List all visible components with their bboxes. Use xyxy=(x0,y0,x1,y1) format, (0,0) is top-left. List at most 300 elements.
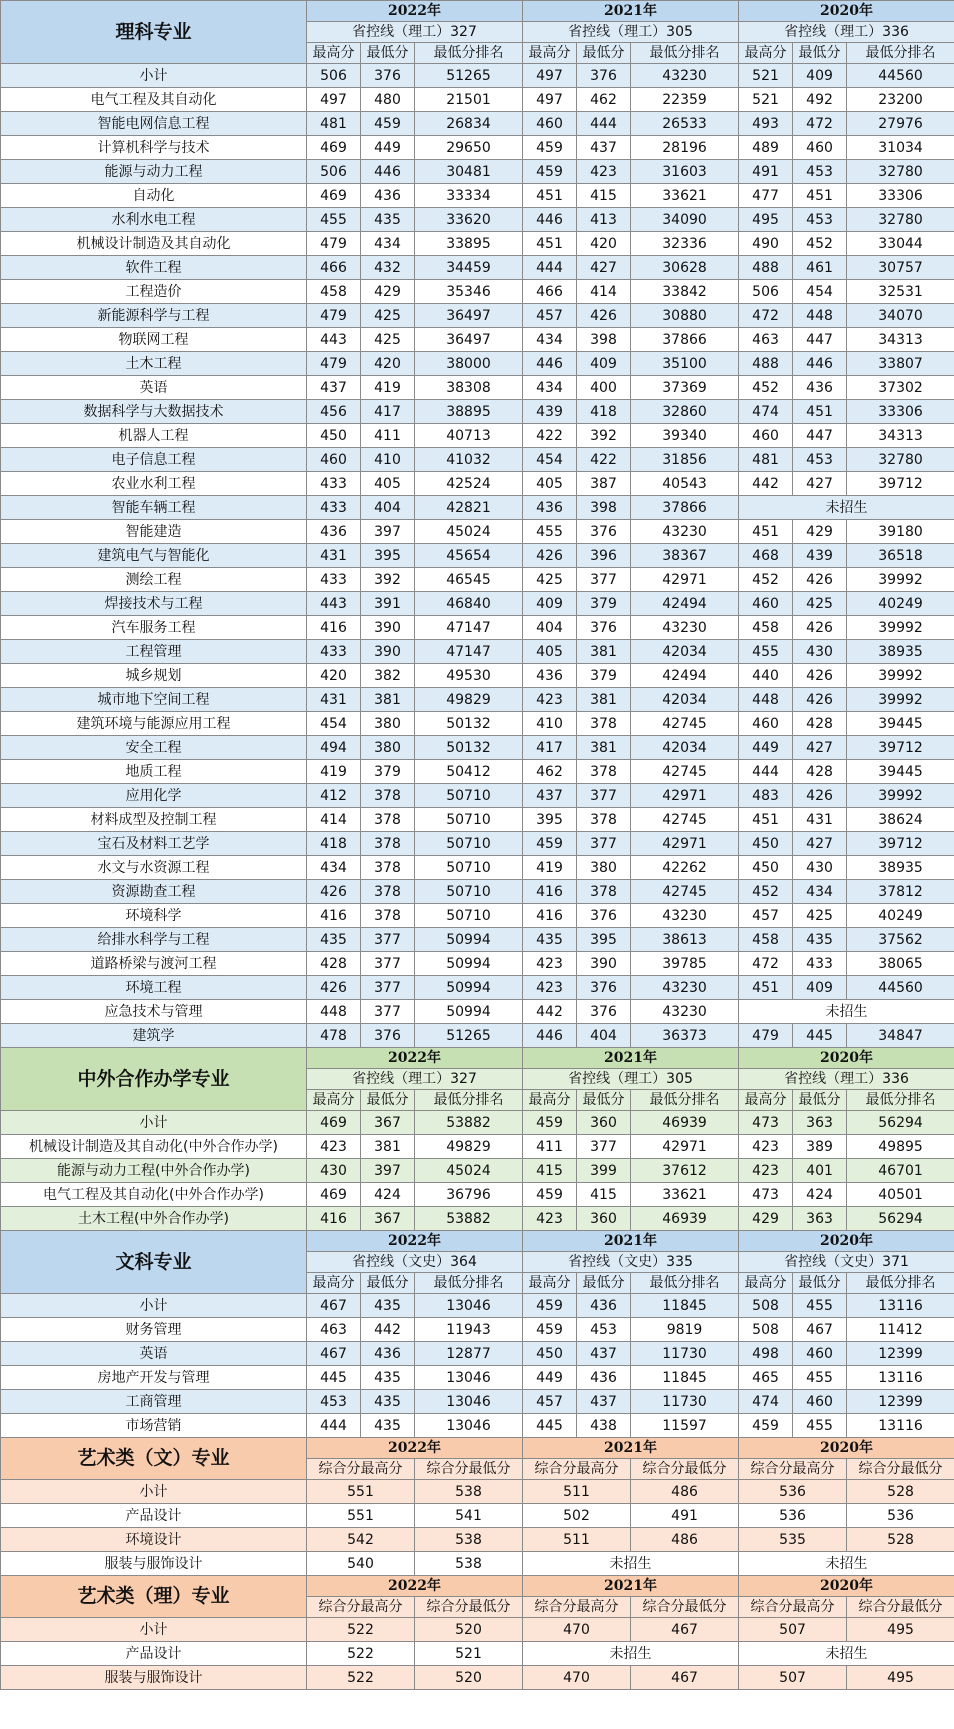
min-score-cell: 428 xyxy=(793,760,847,784)
control-line: 省控线（文史）371 xyxy=(739,1252,954,1273)
column-header: 综合分最低分 xyxy=(415,1597,523,1618)
max-score-cell: 416 xyxy=(523,904,577,928)
min-rank-cell: 38613 xyxy=(631,928,739,952)
min-rank-cell: 31856 xyxy=(631,448,739,472)
max-score-cell: 452 xyxy=(739,376,793,400)
min-rank-cell: 53882 xyxy=(415,1111,523,1135)
min-score-cell: 379 xyxy=(361,760,415,784)
min-rank-cell: 11730 xyxy=(631,1390,739,1414)
min-rank-cell: 32531 xyxy=(847,280,954,304)
max-score-cell: 437 xyxy=(523,784,577,808)
min-score-cell: 378 xyxy=(577,880,631,904)
composite-max-cell: 507 xyxy=(739,1618,847,1642)
min-score-cell: 397 xyxy=(361,520,415,544)
table-row xyxy=(1,1135,954,1159)
table-row xyxy=(1,328,954,352)
major-name: 英语 xyxy=(1,1342,307,1366)
min-rank-cell: 42971 xyxy=(631,832,739,856)
max-score-cell: 474 xyxy=(739,1390,793,1414)
composite-max-cell: 507 xyxy=(739,1666,847,1690)
min-score-cell: 428 xyxy=(793,712,847,736)
max-score-cell: 423 xyxy=(739,1135,793,1159)
min-rank-cell: 36497 xyxy=(415,328,523,352)
composite-max-cell: 536 xyxy=(739,1504,847,1528)
year-header: 2022年 xyxy=(307,1231,523,1252)
max-score-cell: 425 xyxy=(523,568,577,592)
min-score-cell: 449 xyxy=(361,136,415,160)
min-rank-cell: 35100 xyxy=(631,352,739,376)
max-score-cell: 434 xyxy=(523,328,577,352)
min-rank-cell: 49530 xyxy=(415,664,523,688)
min-score-cell: 363 xyxy=(793,1111,847,1135)
min-rank-cell: 9819 xyxy=(631,1318,739,1342)
table-row xyxy=(1,1390,954,1414)
min-score-cell: 376 xyxy=(577,904,631,928)
min-score-cell: 379 xyxy=(577,592,631,616)
min-rank-cell: 50710 xyxy=(415,856,523,880)
min-score-cell: 435 xyxy=(793,928,847,952)
table-row xyxy=(1,1024,954,1048)
min-rank-cell: 51265 xyxy=(415,64,523,88)
max-score-cell: 435 xyxy=(523,928,577,952)
max-score-cell: 472 xyxy=(739,304,793,328)
min-score-cell: 430 xyxy=(793,640,847,664)
max-score-cell: 457 xyxy=(739,904,793,928)
major-name: 城市地下空间工程 xyxy=(1,688,307,712)
max-score-cell: 449 xyxy=(739,736,793,760)
min-rank-cell: 43230 xyxy=(631,616,739,640)
min-rank-cell: 39712 xyxy=(847,736,954,760)
max-score-cell: 497 xyxy=(523,64,577,88)
min-rank-cell: 37302 xyxy=(847,376,954,400)
min-rank-cell: 39445 xyxy=(847,760,954,784)
min-score-cell: 453 xyxy=(793,448,847,472)
max-score-cell: 455 xyxy=(523,520,577,544)
column-header: 最高分 xyxy=(739,1273,793,1294)
major-name: 机械设计制造及其自动化(中外合作办学) xyxy=(1,1135,307,1159)
max-score-cell: 445 xyxy=(523,1414,577,1438)
min-rank-cell: 21501 xyxy=(415,88,523,112)
max-score-cell: 439 xyxy=(523,400,577,424)
max-score-cell: 460 xyxy=(739,712,793,736)
min-score-cell: 426 xyxy=(793,688,847,712)
column-header: 最高分 xyxy=(307,1273,361,1294)
table-row xyxy=(1,280,954,304)
max-score-cell: 457 xyxy=(523,1390,577,1414)
min-score-cell: 380 xyxy=(361,712,415,736)
min-score-cell: 381 xyxy=(361,688,415,712)
min-score-cell: 395 xyxy=(577,928,631,952)
min-score-cell: 426 xyxy=(793,616,847,640)
column-header: 最高分 xyxy=(307,1090,361,1111)
min-score-cell: 390 xyxy=(577,952,631,976)
min-rank-cell: 46545 xyxy=(415,568,523,592)
major-name: 能源与动力工程(中外合作办学) xyxy=(1,1159,307,1183)
min-score-cell: 409 xyxy=(793,64,847,88)
min-rank-cell: 46840 xyxy=(415,592,523,616)
min-rank-cell: 31034 xyxy=(847,136,954,160)
column-header: 最低分排名 xyxy=(631,1273,739,1294)
min-score-cell: 447 xyxy=(793,328,847,352)
min-rank-cell: 35346 xyxy=(415,280,523,304)
min-rank-cell: 34070 xyxy=(847,304,954,328)
control-line: 省控线（理工）327 xyxy=(307,22,523,43)
column-header: 最低分 xyxy=(793,43,847,64)
max-score-cell: 459 xyxy=(523,1183,577,1207)
section-header-row xyxy=(1,1576,954,1597)
min-score-cell: 426 xyxy=(577,304,631,328)
min-score-cell: 433 xyxy=(793,952,847,976)
column-header: 最低分排名 xyxy=(847,43,954,64)
max-score-cell: 444 xyxy=(523,256,577,280)
major-name: 建筑学 xyxy=(1,1024,307,1048)
min-rank-cell: 11845 xyxy=(631,1294,739,1318)
major-name: 机械设计制造及其自动化 xyxy=(1,232,307,256)
min-score-cell: 455 xyxy=(793,1294,847,1318)
min-rank-cell: 13116 xyxy=(847,1294,954,1318)
control-line: 省控线（理工）336 xyxy=(739,22,954,43)
max-score-cell: 415 xyxy=(523,1159,577,1183)
min-rank-cell: 30757 xyxy=(847,256,954,280)
min-rank-cell: 43230 xyxy=(631,64,739,88)
table-row xyxy=(1,472,954,496)
major-name: 数据科学与大数据技术 xyxy=(1,400,307,424)
composite-max-cell: 502 xyxy=(523,1504,631,1528)
max-score-cell: 426 xyxy=(307,976,361,1000)
major-name: 产品设计 xyxy=(1,1642,307,1666)
min-rank-cell: 50132 xyxy=(415,736,523,760)
min-rank-cell: 42494 xyxy=(631,664,739,688)
min-score-cell: 462 xyxy=(577,88,631,112)
min-score-cell: 451 xyxy=(793,184,847,208)
major-name: 计算机科学与技术 xyxy=(1,136,307,160)
min-score-cell: 434 xyxy=(361,232,415,256)
column-header: 综合分最高分 xyxy=(307,1459,415,1480)
min-rank-cell: 34313 xyxy=(847,328,954,352)
min-rank-cell: 53882 xyxy=(415,1207,523,1231)
max-score-cell: 469 xyxy=(307,184,361,208)
table-row xyxy=(1,496,954,520)
min-rank-cell: 42745 xyxy=(631,712,739,736)
min-score-cell: 399 xyxy=(577,1159,631,1183)
composite-min-cell: 467 xyxy=(631,1618,739,1642)
min-score-cell: 380 xyxy=(361,736,415,760)
max-score-cell: 467 xyxy=(307,1342,361,1366)
major-name: 资源勘查工程 xyxy=(1,880,307,904)
max-score-cell: 404 xyxy=(523,616,577,640)
min-rank-cell: 33044 xyxy=(847,232,954,256)
min-rank-cell: 13046 xyxy=(415,1390,523,1414)
major-name: 市场营销 xyxy=(1,1414,307,1438)
min-score-cell: 415 xyxy=(577,1183,631,1207)
max-score-cell: 423 xyxy=(307,1135,361,1159)
max-score-cell: 489 xyxy=(739,136,793,160)
max-score-cell: 469 xyxy=(307,136,361,160)
major-name: 电气工程及其自动化 xyxy=(1,88,307,112)
min-score-cell: 377 xyxy=(577,1135,631,1159)
max-score-cell: 481 xyxy=(307,112,361,136)
max-score-cell: 454 xyxy=(523,448,577,472)
min-rank-cell: 40249 xyxy=(847,592,954,616)
min-rank-cell: 37612 xyxy=(631,1159,739,1183)
max-score-cell: 416 xyxy=(307,616,361,640)
table-row xyxy=(1,880,954,904)
min-score-cell: 436 xyxy=(793,376,847,400)
min-score-cell: 378 xyxy=(361,880,415,904)
max-score-cell: 449 xyxy=(523,1366,577,1390)
min-rank-cell: 41032 xyxy=(415,448,523,472)
major-name: 机器人工程 xyxy=(1,424,307,448)
year-header: 2020年 xyxy=(739,1576,954,1597)
min-score-cell: 425 xyxy=(793,904,847,928)
min-score-cell: 377 xyxy=(361,928,415,952)
major-name: 软件工程 xyxy=(1,256,307,280)
table-row xyxy=(1,592,954,616)
table-row xyxy=(1,424,954,448)
max-score-cell: 479 xyxy=(307,352,361,376)
min-rank-cell: 34847 xyxy=(847,1024,954,1048)
max-score-cell: 463 xyxy=(307,1318,361,1342)
min-score-cell: 376 xyxy=(361,1024,415,1048)
composite-min-cell: 495 xyxy=(847,1618,954,1642)
max-score-cell: 446 xyxy=(523,1024,577,1048)
max-score-cell: 508 xyxy=(739,1318,793,1342)
year-header: 2021年 xyxy=(523,1048,739,1069)
major-name: 汽车服务工程 xyxy=(1,616,307,640)
min-rank-cell: 45024 xyxy=(415,1159,523,1183)
min-rank-cell: 33620 xyxy=(415,208,523,232)
max-score-cell: 431 xyxy=(307,688,361,712)
max-score-cell: 459 xyxy=(523,160,577,184)
control-line: 省控线（文史）335 xyxy=(523,1252,739,1273)
min-rank-cell: 42821 xyxy=(415,496,523,520)
min-rank-cell: 44560 xyxy=(847,64,954,88)
min-rank-cell: 37866 xyxy=(631,496,739,520)
subtotal-row xyxy=(1,1294,954,1318)
table-row xyxy=(1,1666,954,1690)
subtotal-row xyxy=(1,1618,954,1642)
major-name: 建筑电气与智能化 xyxy=(1,544,307,568)
min-score-cell: 387 xyxy=(577,472,631,496)
max-score-cell: 460 xyxy=(739,592,793,616)
max-score-cell: 458 xyxy=(739,928,793,952)
max-score-cell: 473 xyxy=(739,1183,793,1207)
major-name: 智能建造 xyxy=(1,520,307,544)
section-header-row xyxy=(1,1231,954,1252)
table-row xyxy=(1,784,954,808)
column-header: 最低分排名 xyxy=(415,1090,523,1111)
table-row xyxy=(1,760,954,784)
max-score-cell: 462 xyxy=(523,760,577,784)
major-name: 自动化 xyxy=(1,184,307,208)
max-score-cell: 426 xyxy=(523,544,577,568)
min-rank-cell: 49829 xyxy=(415,688,523,712)
min-rank-cell: 34090 xyxy=(631,208,739,232)
table-row xyxy=(1,736,954,760)
min-rank-cell: 27976 xyxy=(847,112,954,136)
min-score-cell: 378 xyxy=(361,856,415,880)
min-rank-cell: 38895 xyxy=(415,400,523,424)
min-score-cell: 460 xyxy=(793,136,847,160)
major-name: 环境设计 xyxy=(1,1528,307,1552)
table-row xyxy=(1,1552,954,1576)
table-row xyxy=(1,232,954,256)
major-name: 测绘工程 xyxy=(1,568,307,592)
composite-min-cell: 538 xyxy=(415,1528,523,1552)
table-row xyxy=(1,1528,954,1552)
max-score-cell: 460 xyxy=(739,424,793,448)
min-score-cell: 472 xyxy=(793,112,847,136)
control-line: 省控线（理工）327 xyxy=(307,1069,523,1090)
max-score-cell: 488 xyxy=(739,256,793,280)
max-score-cell: 444 xyxy=(307,1414,361,1438)
max-score-cell: 405 xyxy=(523,640,577,664)
min-score-cell: 411 xyxy=(361,424,415,448)
composite-min-cell: 520 xyxy=(415,1666,523,1690)
max-score-cell: 446 xyxy=(523,352,577,376)
min-rank-cell: 39712 xyxy=(847,472,954,496)
max-score-cell: 405 xyxy=(523,472,577,496)
min-rank-cell: 13116 xyxy=(847,1414,954,1438)
control-line: 省控线（理工）336 xyxy=(739,1069,954,1090)
section-header-row xyxy=(1,1048,954,1069)
min-score-cell: 390 xyxy=(361,616,415,640)
min-rank-cell: 38000 xyxy=(415,352,523,376)
column-header: 最低分 xyxy=(361,43,415,64)
min-rank-cell: 42971 xyxy=(631,784,739,808)
composite-max-cell: 511 xyxy=(523,1480,631,1504)
min-score-cell: 389 xyxy=(793,1135,847,1159)
table-row xyxy=(1,400,954,424)
max-score-cell: 498 xyxy=(739,1342,793,1366)
min-score-cell: 376 xyxy=(577,64,631,88)
column-header: 最高分 xyxy=(739,1090,793,1111)
max-score-cell: 452 xyxy=(739,880,793,904)
max-score-cell: 422 xyxy=(523,424,577,448)
min-rank-cell: 12399 xyxy=(847,1390,954,1414)
column-header: 综合分最低分 xyxy=(847,1459,954,1480)
major-name: 智能电网信息工程 xyxy=(1,112,307,136)
min-score-cell: 453 xyxy=(793,208,847,232)
max-score-cell: 434 xyxy=(307,856,361,880)
min-rank-cell: 28196 xyxy=(631,136,739,160)
min-score-cell: 404 xyxy=(577,1024,631,1048)
min-score-cell: 377 xyxy=(361,976,415,1000)
min-score-cell: 360 xyxy=(577,1207,631,1231)
min-rank-cell: 50994 xyxy=(415,952,523,976)
max-score-cell: 451 xyxy=(739,976,793,1000)
max-score-cell: 440 xyxy=(739,664,793,688)
min-rank-cell: 46939 xyxy=(631,1111,739,1135)
min-score-cell: 444 xyxy=(577,112,631,136)
min-score-cell: 422 xyxy=(577,448,631,472)
min-score-cell: 392 xyxy=(361,568,415,592)
min-rank-cell: 31603 xyxy=(631,160,739,184)
min-rank-cell: 36373 xyxy=(631,1024,739,1048)
min-score-cell: 400 xyxy=(577,376,631,400)
min-rank-cell: 13046 xyxy=(415,1294,523,1318)
min-score-cell: 360 xyxy=(577,1111,631,1135)
min-score-cell: 377 xyxy=(361,952,415,976)
max-score-cell: 448 xyxy=(739,688,793,712)
min-score-cell: 363 xyxy=(793,1207,847,1231)
min-rank-cell: 38065 xyxy=(847,952,954,976)
table-row xyxy=(1,1414,954,1438)
year-header: 2021年 xyxy=(523,1,739,22)
min-score-cell: 379 xyxy=(577,664,631,688)
composite-max-cell: 542 xyxy=(307,1528,415,1552)
min-score-cell: 376 xyxy=(361,64,415,88)
major-name: 地质工程 xyxy=(1,760,307,784)
max-score-cell: 458 xyxy=(739,616,793,640)
table-row xyxy=(1,1207,954,1231)
max-score-cell: 478 xyxy=(307,1024,361,1048)
composite-max-cell: 470 xyxy=(523,1666,631,1690)
min-rank-cell: 32780 xyxy=(847,160,954,184)
section-title: 艺术类（文）专业 xyxy=(1,1438,307,1480)
max-score-cell: 436 xyxy=(523,664,577,688)
table-row xyxy=(1,1000,954,1024)
min-score-cell: 425 xyxy=(361,328,415,352)
subtotal-label: 小计 xyxy=(1,1111,307,1135)
min-score-cell: 378 xyxy=(577,760,631,784)
min-rank-cell: 50710 xyxy=(415,784,523,808)
table-row xyxy=(1,304,954,328)
min-rank-cell: 33895 xyxy=(415,232,523,256)
max-score-cell: 466 xyxy=(307,256,361,280)
max-score-cell: 433 xyxy=(307,472,361,496)
min-score-cell: 436 xyxy=(361,1342,415,1366)
table-row xyxy=(1,1159,954,1183)
major-name: 服装与服饰设计 xyxy=(1,1552,307,1576)
min-rank-cell: 39992 xyxy=(847,784,954,808)
max-score-cell: 423 xyxy=(523,1207,577,1231)
max-score-cell: 456 xyxy=(307,400,361,424)
table-row xyxy=(1,136,954,160)
table-row xyxy=(1,928,954,952)
max-score-cell: 451 xyxy=(523,184,577,208)
composite-min-cell: 486 xyxy=(631,1528,739,1552)
max-score-cell: 444 xyxy=(739,760,793,784)
composite-min-cell: 538 xyxy=(415,1552,523,1576)
table-row xyxy=(1,616,954,640)
min-rank-cell: 36796 xyxy=(415,1183,523,1207)
admission-score-table-body xyxy=(1,1,954,1690)
table-row xyxy=(1,160,954,184)
min-score-cell: 380 xyxy=(577,856,631,880)
min-score-cell: 424 xyxy=(793,1183,847,1207)
column-header: 最低分排名 xyxy=(415,43,523,64)
major-name: 房地产开发与管理 xyxy=(1,1366,307,1390)
table-row xyxy=(1,544,954,568)
min-rank-cell: 34459 xyxy=(415,256,523,280)
max-score-cell: 442 xyxy=(739,472,793,496)
section-title: 理科专业 xyxy=(1,1,307,64)
column-header: 综合分最高分 xyxy=(307,1597,415,1618)
min-score-cell: 378 xyxy=(361,808,415,832)
major-name: 工程造价 xyxy=(1,280,307,304)
min-score-cell: 376 xyxy=(577,1000,631,1024)
composite-max-cell: 511 xyxy=(523,1528,631,1552)
year-header: 2022年 xyxy=(307,1048,523,1069)
column-header: 最低分排名 xyxy=(631,1090,739,1111)
min-score-cell: 429 xyxy=(793,520,847,544)
max-score-cell: 459 xyxy=(523,136,577,160)
min-rank-cell: 23200 xyxy=(847,88,954,112)
year-header: 2020年 xyxy=(739,1231,954,1252)
column-header: 最高分 xyxy=(523,43,577,64)
min-score-cell: 382 xyxy=(361,664,415,688)
